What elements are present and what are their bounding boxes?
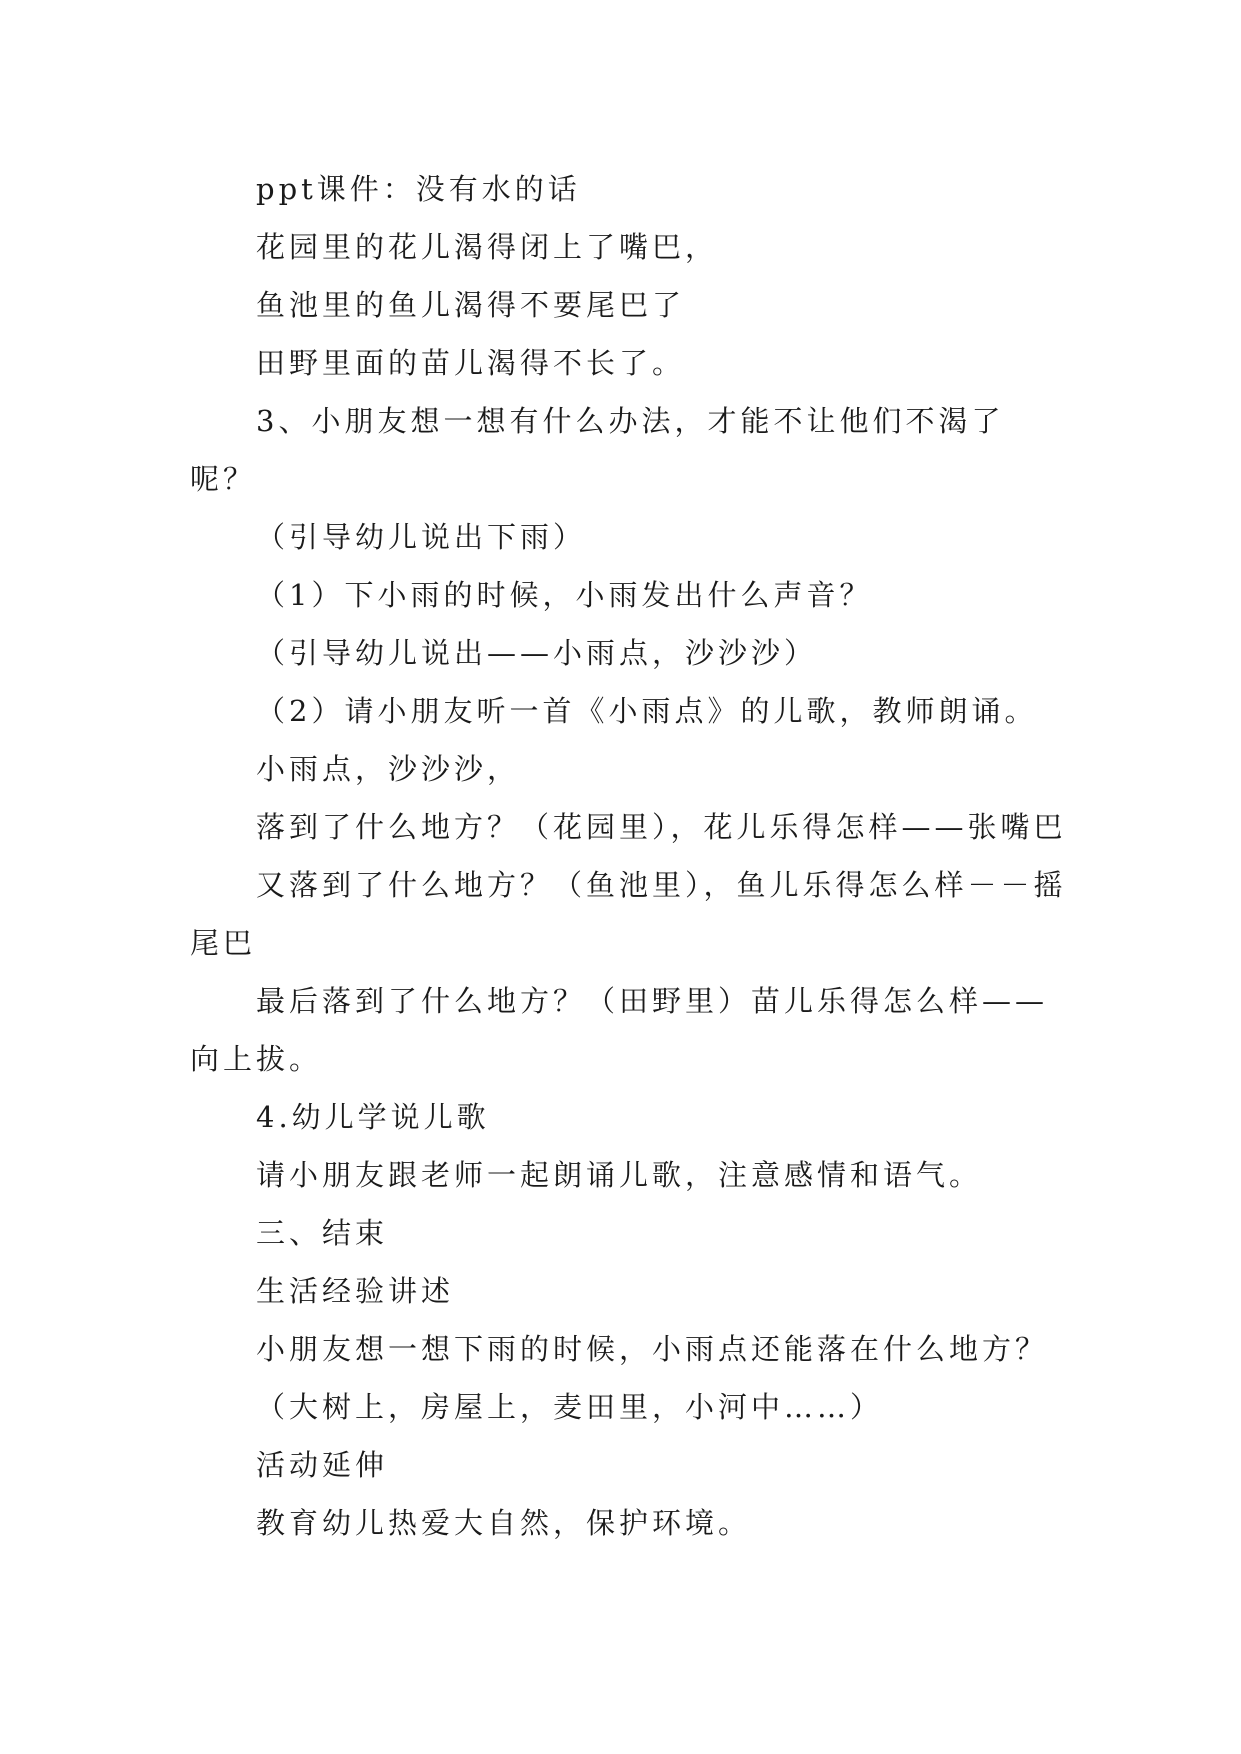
paragraph: 请小朋友跟老师一起朗诵儿歌，注意感情和语气。 (256, 1158, 983, 1192)
paragraph: 又落到了什么地方？（鱼池里），鱼儿乐得怎么样－－摇尾巴 (190, 868, 1067, 960)
paragraph: 生活经验讲述 (256, 1274, 455, 1308)
paragraph: 小雨点，沙沙沙， (256, 752, 521, 786)
paragraph: 落到了什么地方？（花园里），花儿乐得怎样——张嘴巴 (256, 810, 1067, 844)
paragraph: 三、结束 (256, 1216, 389, 1250)
paragraph: （大树上，房屋上，麦田里，小河中……） (256, 1390, 884, 1424)
paragraph: 最后落到了什么地方？（田野里）苗儿乐得怎么样——向上拔。 (190, 984, 1049, 1076)
paragraph: （引导幼儿说出下雨） (256, 520, 587, 554)
paragraph: 花园里的花儿渴得闭上了嘴巴， (256, 230, 719, 264)
paragraph: 小朋友想一想下雨的时候，小雨点还能落在什么地方？ (256, 1332, 1049, 1366)
paragraph: （2）请小朋友听一首《小雨点》的儿歌，教师朗诵。 (256, 694, 1038, 728)
paragraph: 活动延伸 (256, 1448, 389, 1482)
paragraph: （引导幼儿说出——小雨点，沙沙沙） (256, 636, 818, 670)
paragraph: 4.幼儿学说儿歌 (256, 1100, 490, 1134)
paragraph: （1）下小雨的时候，小雨发出什么声音？ (256, 578, 873, 612)
paragraph: 3、小朋友想一想有什么办法，才能不让他们不渴了呢？ (190, 404, 1005, 496)
paragraph: 鱼池里的鱼儿渴得不要尾巴了 (256, 288, 686, 322)
paragraph: 田野里面的苗儿渴得不长了。 (256, 346, 686, 380)
text-column (190, 160, 1070, 1552)
paragraph: ppt课件：没有水的话 (256, 172, 581, 206)
paragraph: 教育幼儿热爱大自然，保护环境。 (256, 1506, 752, 1540)
